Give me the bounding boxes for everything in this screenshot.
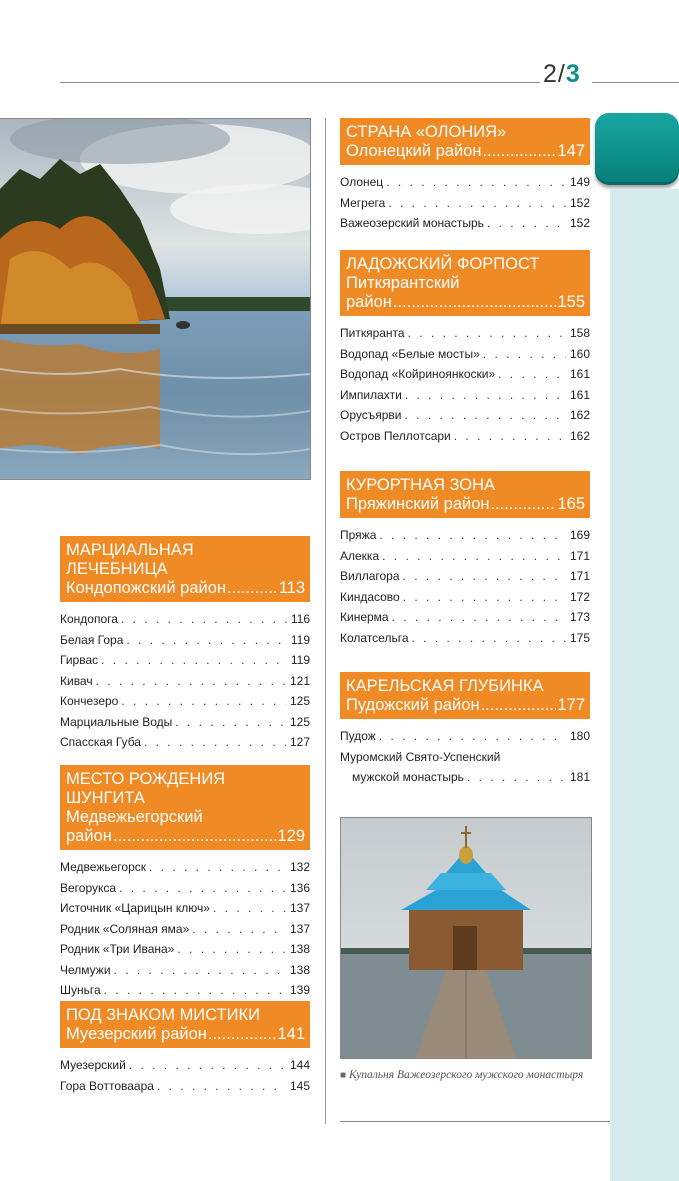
- total-pages: 3: [565, 60, 581, 88]
- section-page: 141: [277, 1025, 305, 1043]
- side-strip: [610, 189, 679, 1181]
- section-page: 129: [277, 827, 305, 845]
- section-title: ПОД ЗНАКОМ МИСТИКИ: [66, 1006, 260, 1024]
- toc-section-pryazha: [340, 471, 590, 648]
- section-title: КАРЕЛЬСКАЯ ГЛУБИНКА: [346, 677, 544, 695]
- section-subtitle: район: [66, 827, 112, 845]
- section-title: СТРАНА «ОЛОНИЯ»: [346, 123, 507, 141]
- section-title: Питкярантский: [346, 274, 460, 292]
- page-separator: /: [557, 60, 566, 88]
- toc-entry[interactable]: Вегорукса . . . 136: [60, 878, 310, 899]
- bathhouse-photo: [340, 817, 592, 1059]
- toc-entry[interactable]: Кондопога . . . 116: [60, 609, 310, 630]
- toc-entry[interactable]: Источник «Царицын ключ» . . . 137: [60, 898, 310, 919]
- section-subtitle: Пудожский район: [346, 696, 480, 714]
- section-header[interactable]: [340, 118, 590, 165]
- toc-entry[interactable]: Шуньга . . . 139: [60, 980, 310, 1001]
- toc-entry[interactable]: Гирвас . . . 119: [60, 650, 310, 671]
- toc-entry[interactable]: Медвежьегорск . . . 132: [60, 857, 310, 878]
- caption-text: Купальня Важеозерского мужского монастыря: [349, 1069, 584, 1081]
- section-header[interactable]: [60, 536, 310, 602]
- toc-entry[interactable]: Питкяранта . . . 158: [340, 323, 590, 344]
- toc-entry[interactable]: Родник «Соляная яма» . . . 137: [60, 919, 310, 940]
- toc-section-medvezhyegorsk: [60, 765, 310, 1001]
- footer-rule: [340, 1121, 610, 1122]
- section-header[interactable]: [340, 471, 590, 518]
- section-subtitle: район: [346, 293, 392, 311]
- lake-photo: [0, 118, 311, 480]
- toc-entry[interactable]: Челмужи . . . 138: [60, 960, 310, 981]
- toc-entry[interactable]: Импилахти . . . 161: [340, 385, 590, 406]
- section-subtitle: Муезерский район: [66, 1025, 207, 1043]
- toc-entry[interactable]: Колатсельга . . . 175: [340, 628, 590, 649]
- toc-entry[interactable]: Родник «Три Ивана» . . . 138: [60, 939, 310, 960]
- header-rule: [60, 82, 540, 83]
- section-title: МЕСТО РОЖДЕНИЯ ШУНГИТА: [66, 770, 226, 807]
- toc-section-muezersky: [60, 1001, 310, 1096]
- section-header[interactable]: [60, 1001, 310, 1048]
- toc-entry[interactable]: Белая Гора . . . 119: [60, 630, 310, 651]
- toc-entry[interactable]: Кончезеро . . . 125: [60, 691, 310, 712]
- caption-square-icon: ■: [340, 1070, 347, 1081]
- section-page: 155: [557, 293, 585, 311]
- section-title: Медвежьегорский: [66, 808, 203, 826]
- page-counter: [543, 60, 581, 89]
- toc-section-olonets: [340, 118, 590, 234]
- photo-caption: [340, 1068, 600, 1083]
- section-page: 177: [557, 696, 585, 714]
- toc-entry[interactable]: Водопад «Койриноянкоски» . . . 161: [340, 364, 590, 385]
- toc-entry[interactable]: Водопад «Белые мосты» . . . 160: [340, 344, 590, 365]
- toc-entry[interactable]: Олонец . . . 149: [340, 172, 590, 193]
- section-subtitle: Пряжинский район: [346, 495, 490, 513]
- section-title: МАРЦИАЛЬНАЯ: [66, 541, 194, 559]
- toc-entry[interactable]: Виллагора . . . 171: [340, 566, 590, 587]
- section-title: ЛАДОЖСКИЙ ФОРПОСТ: [346, 255, 540, 273]
- toc-entry[interactable]: Гора Воттоваара . . . 145: [60, 1076, 310, 1097]
- chapter-tab-button[interactable]: [595, 113, 679, 185]
- toc-entry[interactable]: Пудож . . . 180: [340, 726, 590, 747]
- column-divider: [325, 118, 326, 1124]
- header-rule-right: [592, 82, 679, 83]
- section-title: КУРОРТНАЯ ЗОНА: [346, 476, 496, 494]
- toc-entry-multiline[interactable]: Муромский Свято-Успенский мужской монастырь . . . 181: [340, 747, 590, 788]
- section-subtitle: Олонецкий район: [346, 142, 482, 160]
- section-header[interactable]: [60, 765, 310, 850]
- toc-entry[interactable]: Марциальные Воды . . . 125: [60, 712, 310, 733]
- toc-entry[interactable]: Важеозерский монастырь . . . 152: [340, 213, 590, 234]
- toc-entry[interactable]: Кивач . . . 121: [60, 671, 310, 692]
- section-page: 147: [557, 142, 585, 160]
- toc-entry[interactable]: Мегрега . . . 152: [340, 193, 590, 214]
- toc-entry[interactable]: Алекка . . . 171: [340, 546, 590, 567]
- section-page: 113: [278, 579, 305, 597]
- toc-section-pudozh: [340, 672, 590, 788]
- section-title: ЛЕЧЕБНИЦА: [66, 560, 168, 578]
- section-header[interactable]: [340, 250, 590, 316]
- toc-entry[interactable]: Орусъярви . . . 162: [340, 405, 590, 426]
- section-subtitle: Кондопожский район: [66, 579, 227, 597]
- section-page: 165: [557, 495, 585, 513]
- toc-entry[interactable]: Остров Пеллотсари . . . 162: [340, 426, 590, 447]
- toc-entry[interactable]: Киндасово . . . 172: [340, 587, 590, 608]
- toc-section-pitkyaranta: [340, 250, 590, 446]
- toc-entry[interactable]: Кинерма . . . 173: [340, 607, 590, 628]
- toc-entry[interactable]: Муезерский . . . 144: [60, 1055, 310, 1076]
- section-header[interactable]: [340, 672, 590, 719]
- toc-entry[interactable]: Спасская Губа . . . 127: [60, 732, 310, 753]
- toc-entry[interactable]: Пряжа . . . 169: [340, 525, 590, 546]
- toc-section-kondopoga: [60, 536, 310, 753]
- current-page: 2: [543, 60, 558, 88]
